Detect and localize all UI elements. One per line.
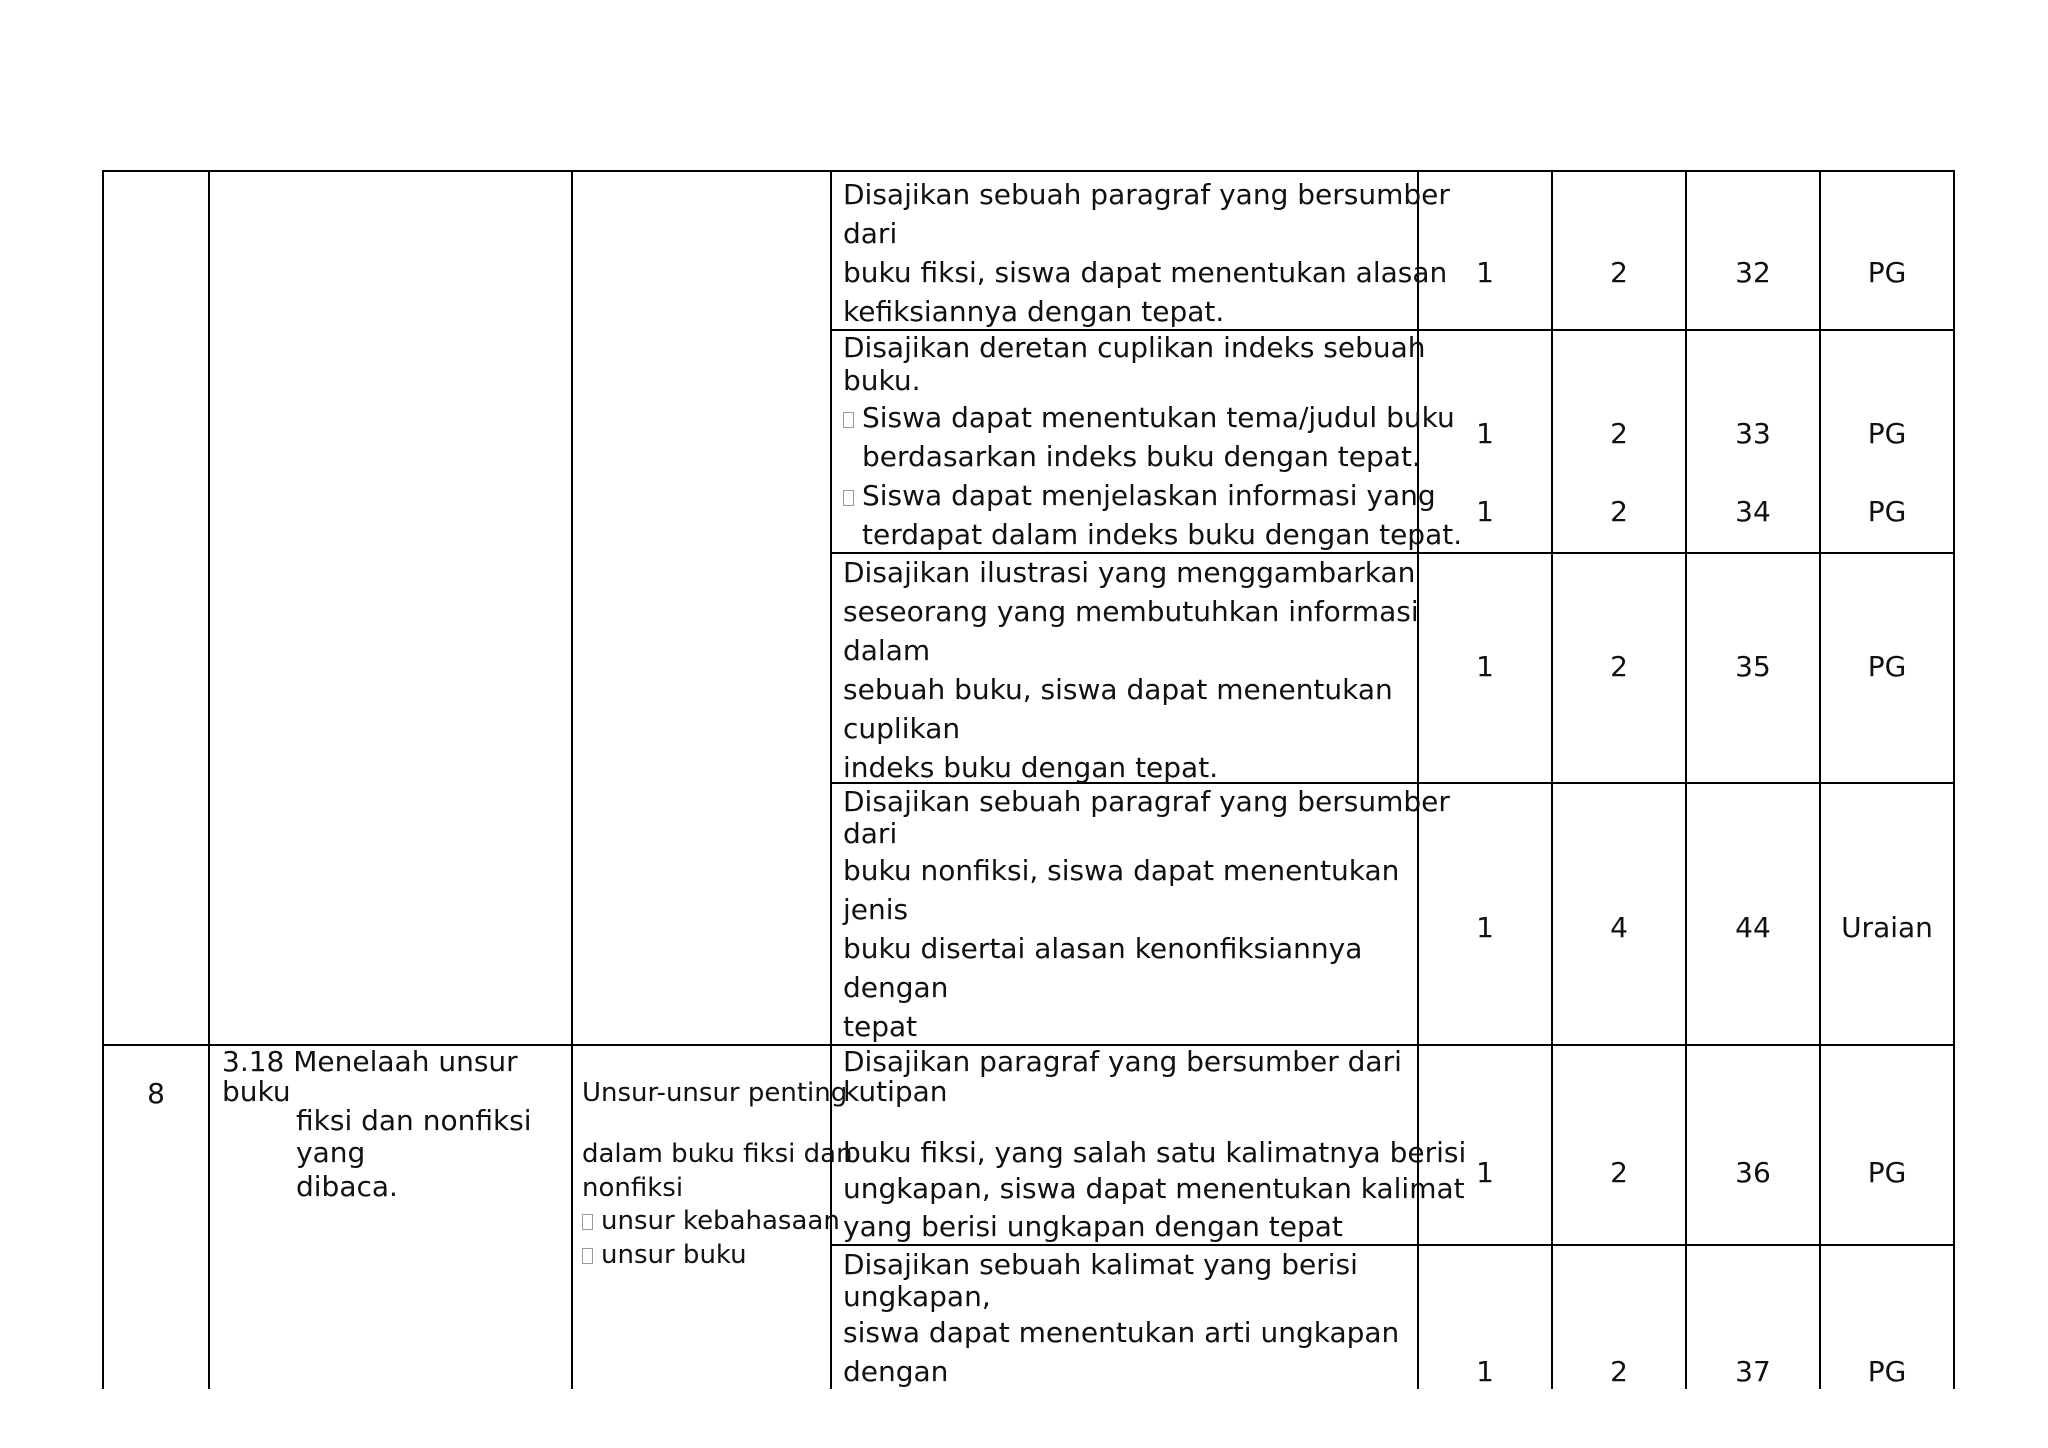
indicator-bullet-continuation: berdasarkan indeks buku dengan tepat. xyxy=(862,440,1421,473)
level-cell: 1 xyxy=(1476,1355,1494,1388)
indicator-line: dengan xyxy=(843,971,949,1004)
bullet-icon xyxy=(843,412,854,428)
bullet-text: unsur buku xyxy=(601,1240,747,1270)
score-cell: 2 xyxy=(1610,495,1628,528)
col-border-score xyxy=(1685,170,1687,1389)
indicator-bullet-continuation: terdapat dalam indeks buku dengan tepat. xyxy=(862,518,1463,551)
form-cell: PG xyxy=(1867,1156,1907,1189)
score-cell: 2 xyxy=(1610,650,1628,683)
kd-line: dibaca. xyxy=(296,1170,398,1203)
indicator-line: dalam xyxy=(843,634,931,667)
col-border-level xyxy=(1551,170,1553,1389)
item-number-cell: 32 xyxy=(1735,256,1771,289)
level-cell: 1 xyxy=(1476,650,1494,683)
item-number-cell: 36 xyxy=(1735,1156,1771,1189)
item-number-cell: 44 xyxy=(1735,911,1771,944)
indicator-line: dengan xyxy=(843,1355,949,1388)
indicator-line: Disajikan sebuah paragraf yang bersumber xyxy=(843,178,1450,211)
indicator-line: cuplikan xyxy=(843,712,961,745)
materi-line: dalam buku fiksi dan xyxy=(582,1139,853,1169)
indicator-line: jenis xyxy=(843,893,909,926)
col-border-no xyxy=(208,170,210,1389)
indicator-line: kutipan xyxy=(843,1075,948,1108)
bullet-text: Siswa dapat menjelaskan informasi yang xyxy=(862,479,1436,512)
materi-bullet xyxy=(582,1238,747,1272)
indicator-line: buku disertai alasan kenonfiksiannya xyxy=(843,932,1363,965)
form-cell: PG xyxy=(1867,417,1907,450)
indicator-line: buku fiksi, yang salah satu kalimatnya berisi xyxy=(843,1136,1467,1169)
bullet-text: Siswa dapat menentukan tema/judul buku xyxy=(862,401,1455,434)
indicator-line: buku. xyxy=(843,364,921,397)
score-cell: 2 xyxy=(1610,1355,1628,1388)
form-cell: PG xyxy=(1867,256,1907,289)
indicator-bullet xyxy=(843,476,1436,515)
level-cell: 1 xyxy=(1476,417,1494,450)
col-border-left xyxy=(102,170,104,1389)
rule-top xyxy=(102,170,1955,172)
indicator-line: siswa dapat menentukan arti ungkapan xyxy=(843,1316,1400,1349)
row-number-cell: 8 xyxy=(147,1077,165,1110)
level-cell: 1 xyxy=(1476,1156,1494,1189)
bullet-icon xyxy=(582,1248,593,1264)
indicator-bullet xyxy=(843,398,1455,437)
item-number-cell: 35 xyxy=(1735,650,1771,683)
form-cell: PG xyxy=(1867,650,1907,683)
form-cell: Uraian xyxy=(1841,911,1933,944)
kd-line: fiksi dan nonfiksi xyxy=(296,1104,532,1137)
score-cell: 2 xyxy=(1610,417,1628,450)
indicator-line: yang berisi ungkapan dengan tepat xyxy=(843,1210,1343,1243)
kd-line: 3.18 Menelaah unsur xyxy=(222,1045,518,1078)
level-cell: 1 xyxy=(1476,911,1494,944)
indicator-line: Disajikan sebuah kalimat yang berisi xyxy=(843,1248,1358,1281)
col-border-kd xyxy=(571,170,573,1389)
indicator-line: dari xyxy=(843,217,898,250)
form-cell: PG xyxy=(1867,495,1907,528)
indicator-line: ungkapan, siswa dapat menentukan kalimat xyxy=(843,1172,1465,1205)
bullet-text: unsur kebahasaan xyxy=(601,1206,840,1236)
score-cell: 2 xyxy=(1610,256,1628,289)
bullet-icon xyxy=(843,490,854,506)
materi-bullet xyxy=(582,1204,840,1238)
level-cell: 1 xyxy=(1476,495,1494,528)
indicator-line: indeks buku dengan tepat. xyxy=(843,751,1219,784)
indicator-line: kefiksiannya dengan tepat. xyxy=(843,295,1225,328)
indicator-line: buku fiksi, siswa dapat menentukan alasan xyxy=(843,256,1448,289)
indicator-line: sebuah buku, siswa dapat menentukan xyxy=(843,673,1393,706)
materi-line: nonfiksi xyxy=(582,1173,684,1203)
col-border-number xyxy=(1819,170,1821,1389)
item-number-cell: 33 xyxy=(1735,417,1771,450)
item-number-cell: 37 xyxy=(1735,1355,1771,1388)
indicator-line: ungkapan, xyxy=(843,1280,991,1313)
indicator-line: Disajikan sebuah paragraf yang bersumber xyxy=(843,785,1450,818)
kd-line: buku xyxy=(222,1075,291,1108)
kd-line: yang xyxy=(296,1136,366,1169)
indicator-line: tepat xyxy=(843,1010,918,1043)
level-cell: 1 xyxy=(1476,256,1494,289)
indicator-line: Disajikan ilustrasi yang menggambarkan xyxy=(843,556,1416,589)
form-cell: PG xyxy=(1867,1355,1907,1388)
indicator-line: Disajikan deretan cuplikan indeks sebuah xyxy=(843,331,1426,364)
indicator-line: seseorang yang membutuhkan informasi xyxy=(843,595,1419,628)
materi-line: Unsur-unsur penting xyxy=(582,1078,848,1108)
indicator-line: buku nonfiksi, siswa dapat menentukan xyxy=(843,854,1400,887)
score-cell: 4 xyxy=(1610,911,1628,944)
col-border-right xyxy=(1953,170,1955,1389)
score-cell: 2 xyxy=(1610,1156,1628,1189)
bullet-icon xyxy=(582,1214,593,1230)
indicator-line: Disajikan paragraf yang bersumber dari xyxy=(843,1045,1402,1078)
indicator-line: dari xyxy=(843,817,898,850)
item-number-cell: 34 xyxy=(1735,495,1771,528)
